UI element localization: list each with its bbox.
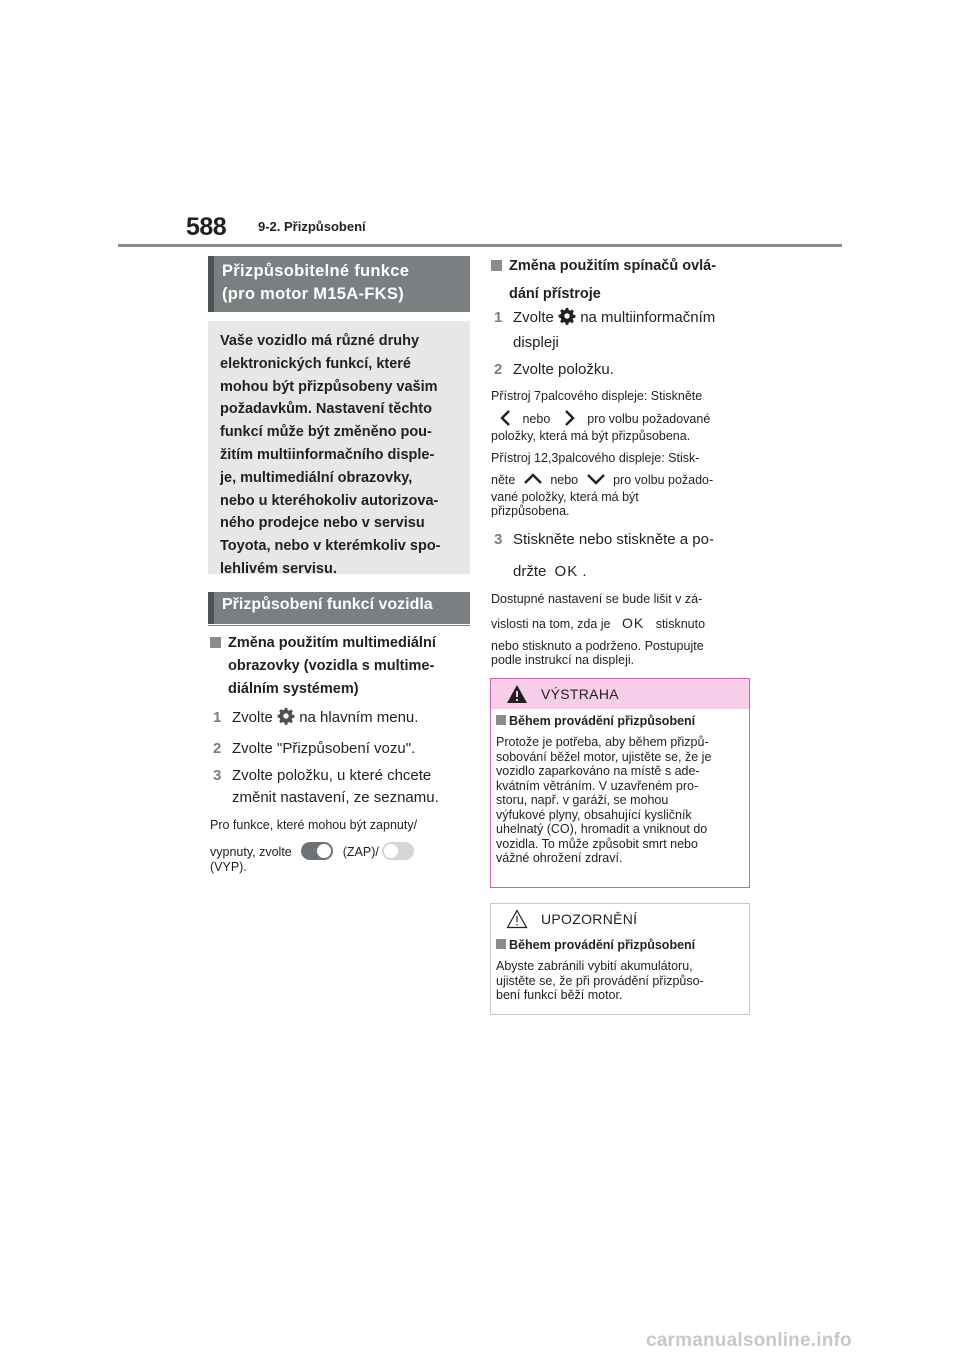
caution-triangle-icon (506, 909, 528, 929)
subheading-meter-switches (491, 255, 753, 306)
section-title: 9-2. Přizpůsobení (258, 219, 366, 234)
note-text: vislosti na tom, zda je (491, 617, 611, 631)
intro-line: mohou být přizpůsobeny vašim (220, 378, 438, 395)
title-line: Přizpůsobitelné funkce (222, 262, 410, 280)
step-number: 1 (213, 709, 222, 726)
right-step-3 (494, 529, 754, 583)
chevron-up-icon (523, 472, 543, 486)
step-text: displeji (513, 334, 559, 351)
warning-line: vozidlo zaparkováno na místě s ade- (496, 764, 700, 778)
intro-line: nebo u kteréhokoliv autorizova- (220, 492, 439, 509)
ok-button-icon: OK (554, 563, 579, 580)
step-number: 3 (494, 531, 503, 548)
subheading-line: dání přístroje (509, 286, 601, 302)
step-text: na multiinformačním (580, 309, 716, 326)
intro-line: elektronických funkcí, které (220, 355, 411, 372)
square-bullet-icon (496, 715, 506, 725)
caution-header (491, 904, 749, 934)
caution-title: UPOZORNĚNÍ (541, 911, 638, 927)
note-line: položky, která má být přizpůsobena. (491, 429, 691, 443)
note-line: Přístroj 12,3palcového displeje: Stisk- (491, 451, 700, 465)
step-number: 3 (213, 767, 222, 784)
note-toggle (210, 818, 472, 874)
step-number: 2 (494, 361, 503, 378)
intro-line: Toyota, nebo v kterémkoliv spo- (220, 538, 441, 555)
intro-line: funkcí může být změněno pou- (220, 424, 432, 441)
note-text: nebo (522, 412, 551, 426)
header-rule (118, 244, 842, 247)
caution-box (490, 903, 750, 1015)
subheading-line: Změna použitím multimediální (228, 635, 436, 651)
warning-line: vážné ohrožení zdraví. (496, 851, 623, 865)
step-text: Zvolte (232, 709, 273, 726)
caution-line: Abyste zabránili vybití akumulátoru, (496, 959, 693, 973)
step-text: Zvolte položku. (513, 361, 614, 378)
note-line: podle instrukcí na displeji. (491, 653, 635, 667)
note-text: stisknuto (655, 617, 706, 631)
note-text: nebo (550, 473, 579, 487)
page-number: 588 (186, 213, 227, 241)
note-text: (ZAP)/ (342, 845, 379, 859)
intro-line: požadavkům. Nastavení těchto (220, 401, 432, 418)
warning-line: kvátním větráním. V uzavřeném pro- (496, 778, 699, 793)
toggle-off-icon (382, 842, 414, 860)
caution-subheading (496, 938, 695, 952)
warning-box (490, 678, 750, 888)
step-1 (213, 707, 473, 729)
right-step-1 (494, 307, 754, 354)
intro-box (208, 321, 470, 577)
intro-line: je, multimediální obrazovky, (220, 469, 413, 486)
warning-line: storu, např. v garáži, se mohou (496, 793, 669, 807)
step-text: držte (513, 563, 547, 580)
warning-title: VÝSTRAHA (541, 686, 619, 702)
title-line: (pro motor M15A-FKS) (222, 285, 404, 303)
step-text: . (582, 563, 587, 580)
caution-text (496, 959, 746, 1003)
intro-line: ného prodejce nebo v servisu (220, 515, 425, 532)
title-underline (208, 625, 470, 626)
caution-line: bení funkcí běží motor. (496, 988, 623, 1002)
warning-line: výfukové plyny, obsahující kysličník (496, 807, 692, 822)
step-3 (213, 765, 473, 809)
note-text: pro volbu požadované (587, 412, 711, 426)
step-number: 1 (494, 309, 503, 326)
subheading-line: Změna použitím spínačů ovlá- (509, 258, 717, 274)
warning-line: uhelnatý (CO), hromadit a vniknout do (496, 822, 708, 836)
square-bullet-icon (491, 260, 502, 271)
title-accent-bar (208, 592, 214, 624)
title-text: Přizpůsobení funkcí vozidla (222, 596, 433, 613)
warning-line: sobování běžel motor, ujistěte se, že je (496, 749, 712, 764)
note-text: vypnuty, zvolte (210, 845, 292, 859)
warning-header (491, 679, 749, 709)
warning-subheading-text: Během provádění přizpůsobení (509, 714, 696, 728)
title-accent-bar (208, 256, 214, 312)
note-text: něte (491, 473, 516, 487)
warning-line: Protože je potřeba, aby během přizpů- (496, 735, 709, 749)
note-line: Přístroj 7palcového displeje: Stiskněte (491, 389, 703, 403)
intro-line: Vaše vozidlo má různé druhy (220, 333, 420, 349)
intro-line: žitím multiinformačního disple- (220, 446, 435, 463)
step-2 (213, 738, 473, 760)
title-box-vehicle-customization (208, 592, 470, 624)
step-text: Zvolte (513, 309, 554, 326)
step-number: 2 (213, 740, 222, 757)
square-bullet-icon (496, 939, 506, 949)
caution-line: ujistěte se, že při provádění přizpůso- (496, 973, 704, 988)
note-line: Pro funkce, které mohou být zapnuty/ (210, 818, 418, 832)
step-text: na hlavním menu. (299, 709, 419, 726)
warning-subheading (496, 714, 695, 728)
toggle-on-icon (301, 842, 333, 860)
step-text: Zvolte "Přizpůsobení vozu". (232, 740, 416, 757)
intro-line: lehlivém servisu. (220, 560, 337, 577)
warning-text (496, 735, 746, 866)
note-text: pro volbu požado- (613, 473, 714, 487)
subheading-line: obrazovky (vozidla s multime- (228, 658, 435, 674)
chevron-down-icon (586, 472, 606, 486)
square-bullet-icon (210, 637, 221, 648)
ok-button-icon: OK (621, 615, 645, 631)
right-step-2 (494, 359, 754, 381)
note-line: vané položky, která má být (491, 490, 639, 504)
subheading-multimedia (210, 632, 472, 701)
subheading-line: diálním systémem) (228, 681, 359, 697)
note-line: Dostupné nastavení se bude lišit v zá- (491, 592, 703, 606)
note-line: přizpůsobena. (491, 504, 570, 518)
note-7inch (491, 389, 753, 443)
footer-watermark: carmanualsonline.info (646, 1330, 852, 1351)
note-line: (VYP). (210, 860, 247, 874)
title-box-customizable-functions (208, 256, 470, 312)
note-settings (491, 592, 753, 667)
step-text: Zvolte položku, u které chcete (232, 767, 432, 784)
note-line: nebo stisknuto a podrženo. Postupujte (491, 639, 704, 653)
note-12inch (491, 451, 753, 518)
chevron-left-icon (497, 409, 515, 427)
step-text: změnit nastavení, ze seznamu. (232, 789, 439, 806)
step-text: Stiskněte nebo stiskněte a po- (513, 531, 714, 548)
warning-line: vozidla. To může způsobit smrt nebo (496, 836, 698, 851)
gear-icon (277, 707, 295, 725)
chevron-right-icon (560, 409, 578, 427)
gear-icon (558, 307, 576, 325)
caution-subheading-text: Během provádění přizpůsobení (509, 938, 696, 952)
warning-triangle-icon (506, 684, 528, 704)
